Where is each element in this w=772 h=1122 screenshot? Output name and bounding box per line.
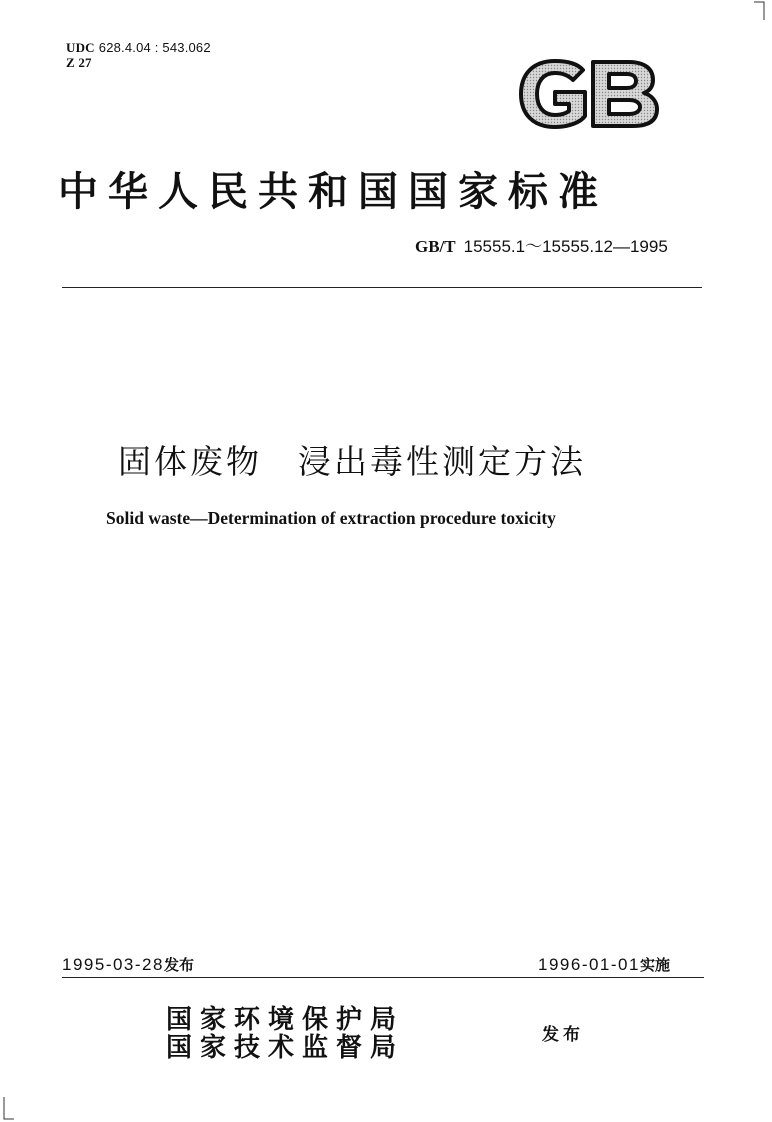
standard-code: 15555.1～15555.12—1995 [463,237,668,256]
standard-number [415,232,668,257]
divider-bottom [62,977,704,978]
gb-logo [517,58,661,130]
udc-label: UDC [66,40,95,55]
issuer-environment: 国家环境保护局 [166,1005,405,1035]
page-title: 中华人民共和国国家标准 [58,168,608,215]
divider-top [62,287,702,288]
udc-code: 628.4.04 : 543.062 [98,40,211,55]
corner-mark-icon [752,0,768,22]
issue-date-label: 发布 [163,956,194,974]
implement-date-value: 1996-01-01 [538,955,640,974]
corner-mark-icon [0,1095,16,1122]
document-title-chinese: 固体废物 浸出毒性测定方法 [118,442,586,481]
class-code: Z 27 [66,55,92,70]
implement-date-label: 实施 [639,956,670,974]
document-title-english: Solid waste—Determination of extraction procedure toxicity [106,508,556,528]
publish-label: 发布 [542,1025,584,1045]
issue-date-value: 1995-03-28 [62,955,164,974]
issuer-technical-supervision: 国家技术监督局 [166,1033,405,1063]
udc-block [66,40,211,70]
issue-date [62,954,194,975]
standard-prefix: GB/T [415,237,456,256]
gb-logo-icon [517,58,661,130]
implement-date [538,954,670,975]
udc-line [66,40,211,55]
